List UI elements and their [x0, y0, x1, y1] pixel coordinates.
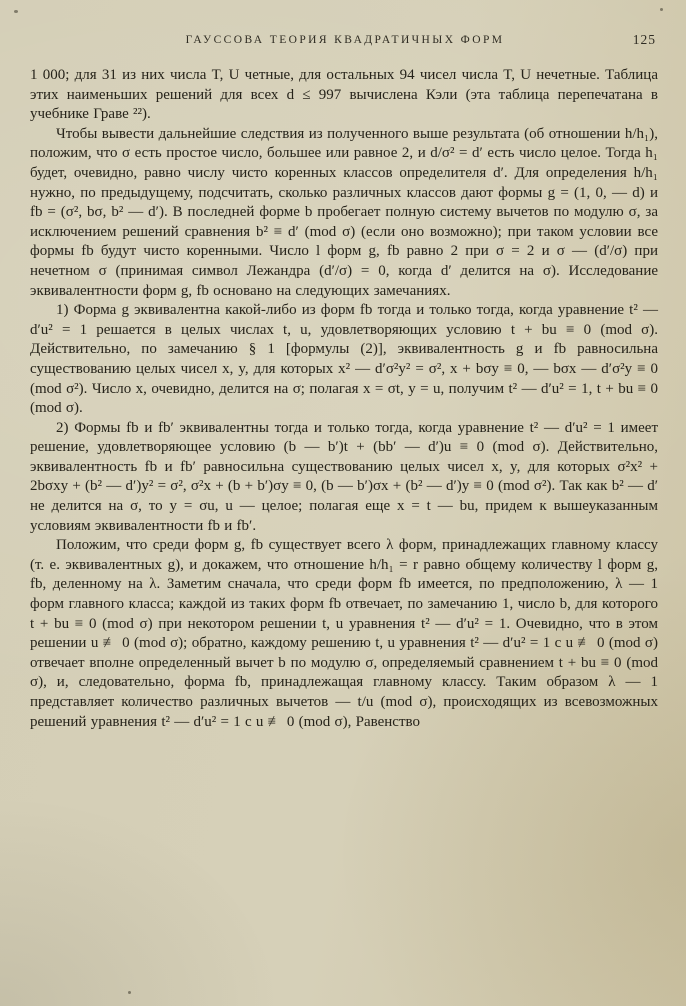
running-head-title: ГАУССОВА ТЕОРИЯ КВАДРАТИЧНЫХ ФОРМ	[185, 34, 505, 46]
paragraph-remark-2: 2) Формы fb и fb′ эквивалентны тогда и только тогда, когда уравнение t² — d′u² = 1 имеет решение, удовлетворяющее условию (b — b′)t + (bb′ — d′)u ≡ 0 (mod σ). Действительно, эквивалентность fb и fb′ равносильна существованию целых чисел x, y, для которых σ²x² + 2bσxy + (b² — d′)y² = σ², σ²x + (b + b′)σy ≡ 0, (b — b′)σx + (b² — d′)y ≡ 0 (mod σ²). Так как b² — d′ не делится на σ, то y = σu, u — целое; полагая еще x = t — bu, придем к вышеуказанным условиям эквивалентности fb и fb′.	[30, 419, 658, 534]
page-body-text	[30, 66, 658, 732]
scan-speck	[14, 10, 18, 13]
paragraph-remark-1: 1) Форма g эквивалентна какой-либо из форм fb тогда и только тогда, когда уравнение t² — d′u² = 1 решается в целых числах t, u, удовлетворяющих условию t + bu ≡ 0 (mod σ). Действительно, по замечанию § 1 [формулы (2)], эквивалентность g и fb равносильна существованию целых чисел x, y, для которых x² — d′σ²y² = σ², x + bσy ≡ 0, — bσx — d′σ²y ≡ 0 (mod σ²). Число x, очевидно, делится на σ; полагая x = σt, y = u, получим t² — d′u² = 1, t + bu ≡ 0 (mod σ).	[30, 302, 658, 417]
scan-speck	[660, 8, 663, 11]
running-head	[30, 34, 660, 46]
paragraph-derivation: Чтобы вывести дальнейшие следствия из полученного выше результата (об отношении h/h₁), положим, что σ есть простое число, большее или равное 2, и d/σ² = d′ есть число целое. Тогда h₁ будет, очевидно, равно числу чисто коренных классов определителя d′. Для определения h/h₁ нужно, по предыдущему, подсчитать, сколько различных классов дают формы g = (1, 0, — d) и fb = (σ², bσ, b² — d′). В последней форме b пробегает полную систему вычетов по модулю σ, за исключением решений сравнения b² ≡ d′ (mod σ) (если оно возможно); при таком условии все формы fb будут чисто коренными. Число l форм g, fb равно 2 при σ = 2 и σ — (d′/σ) при нечетном σ (принимая символ Лежандра (d′/σ) = 0, когда d′ делится на σ). Исследование эквивалентности форм g, fb основано на следующих замечаниях.	[30, 125, 659, 299]
paragraph-continuation: 1 000; для 31 из них числа T, U четные, для остальных 94 чисел числа T, U нечетные. Таблица этих наименьших решений для всех d ≤ 997 вычислена Кэли (эта таблица перепечатана в учебнике Граве ²²).	[30, 67, 658, 123]
paragraph-main-class-count: Положим, что среди форм g, fb существует всего λ форм, принадлежащих главному классу (т. е. эквивалентных g), и докажем, что отношение h/h₁ = r равно общему количеству l форм g, fb, деленному на λ. Заметим сначала, что среди форм fb имеется, по предположению, λ — 1 форм главного класса; каждой из таких форм fb отвечает, по замечанию 1, число b, для которого t + bu ≡ 0 (mod σ) при некотором решении t, u уравнения t² — d′u² = 1. Очевидно, что в этом решении u ≢ 0 (mod σ); обратно, каждому решению t, u уравнения t² — d′u² = 1 с u ≢ 0 (mod σ) отвечает вполне определенный вычет b по модулю σ, определяемый сравнением t + bu ≡ 0 (mod σ), и, следовательно, форма fb, принадлежащая главному классу. Таким образом λ — 1 представляет количество различных вычетов — t/u (mod σ), происходящих из всевозможных решений уравнения t² — d′u² = 1 с u ≢ 0 (mod σ), Равенство	[30, 537, 658, 730]
scan-speck	[128, 991, 131, 994]
page-number: 125	[632, 32, 656, 47]
